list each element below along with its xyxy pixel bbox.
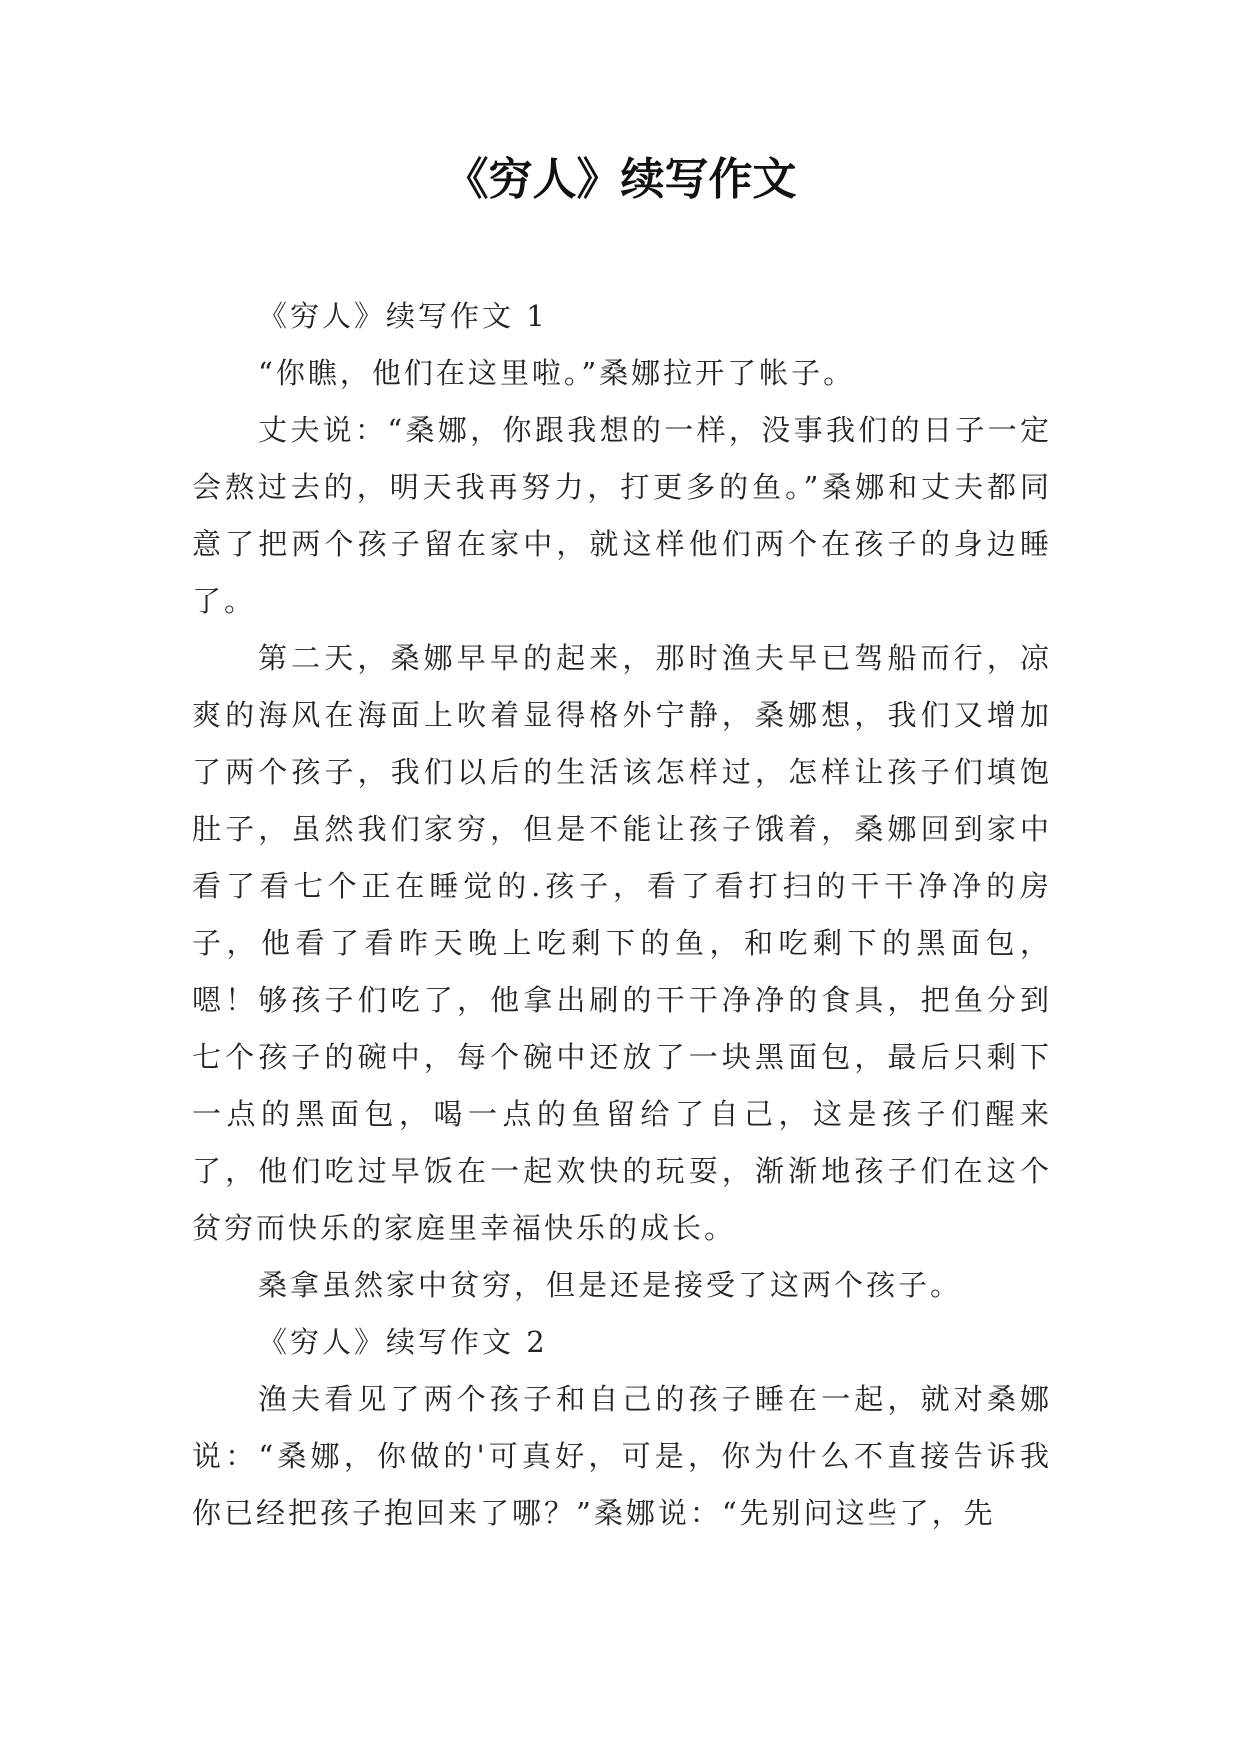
paragraph: 《穷人》续写作文 2: [258, 1325, 548, 1359]
paragraph: 丈夫说：“桑娜，你跟我想的一样，没事我们的日子一定会熬过去的，明天我再努力，打更多的鱼。”桑娜和丈夫都同意了把两个孩子留在家中，就这样他们两个在孩子的身边睡了。: [192, 413, 1052, 618]
paragraph: 桑拿虽然家中贫穷，但是还是接受了这两个孩子。: [258, 1268, 963, 1302]
document-title: 《穷人》续写作文: [444, 154, 797, 205]
document-body: [192, 288, 1052, 1542]
paragraph: 第二天，桑娜早早的起来，那时渔夫早已驾船而行，凉爽的海风在海面上吹着显得格外宁静，桑娜想，我们又增加了两个孩子，我们以后的生活该怎样过，怎样让孩子们填饱肚子，虽然我们家穷，但是不能让孩子饿着，桑娜回到家中看了看七个正在睡觉的.孩子，看了看打扫的干干净净的房子，他看了看昨天晚上吃剩下的鱼，和吃剩下的黑面包，嗯！够孩子们吃了，他拿出刷的干干净净的食具，把鱼分到七个孩子的碗中，每个碗中还放了一块黑面包，最后只剩下一点的黑面包，喝一点的鱼留给了自己，这是孩子们醒来了，他们吃过早饭在一起欢快的玩耍，渐渐地孩子们在这个贫穷而快乐的家庭里幸福快乐的成长。: [192, 641, 1052, 1245]
paragraph: 渔夫看见了两个孩子和自己的孩子睡在一起，就对桑娜说：“桑娜，你做的'可真好，可是，你为什么不直接告诉我你已经把孩子抱回来了哪？”桑娜说：“先别问这些了，先: [192, 1382, 1052, 1530]
paragraph: 《穷人》续写作文 1: [258, 299, 548, 333]
paragraph: “你瞧，他们在这里啦。”桑娜拉开了帐子。: [258, 356, 856, 390]
